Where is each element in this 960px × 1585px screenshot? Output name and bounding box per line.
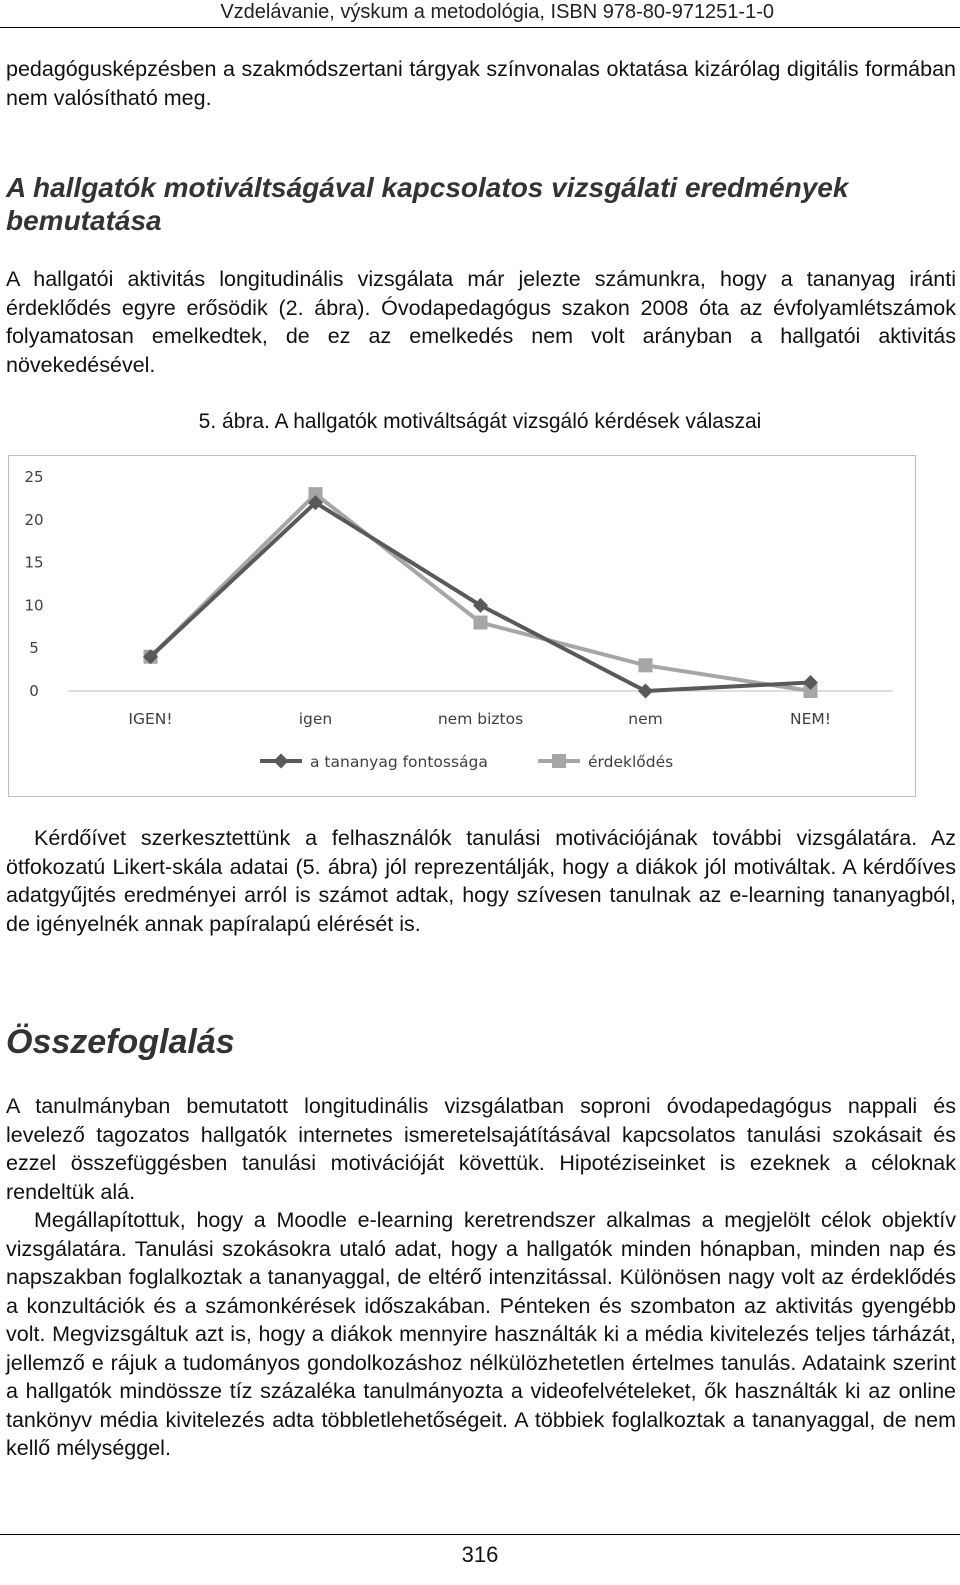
- x-tick-label: IGEN!: [128, 710, 173, 728]
- x-tick-label: igen: [298, 710, 333, 728]
- legend-label: érdeklődés: [588, 753, 674, 771]
- chart-legend: [260, 753, 673, 771]
- y-tick-label: 15: [24, 553, 44, 572]
- section-heading: A hallgatók motiváltságával kapcsolatos vizsgálati eredmények bemutatása: [6, 172, 849, 236]
- y-tick-label: 20: [24, 510, 44, 529]
- summary-paragraph-2: Megállapítottuk, hogy a Moodle e-learning keretrendszer alkalmas a megjelölt célok objektív vizsgálatára. Tanulási szokásokra utaló adat, hogy a hallgatók minden hónapban, minden nap és napszakban foglalkoztak a tananyaggal, de eltérő intenzitással. Különösen nagy volt az érdeklődés a konzultációk és a számonkérések időszakában. Pénteken és szombaton az aktivitás gyengébb volt. Megvizsgáltuk azt is, hogy a diákok mennyire használták ki a média kivitelezés teljes tárházát, jellemző e rájuk a tudományos gondolkozáshoz nélkülözhetetlen értelmes tanulás. Adataink szerint a hallgatók mindössze tíz százaléka tanulmányozta a videofelvételeket, ők használták ki az online tankönyv média kivitelezés adta többletlehetőségeit. A többiek foglalkoztak a tananyaggal, de nem kellő mélységgel.: [6, 1208, 956, 1460]
- body-paragraph-2: Kérdőívet szerkesztettünk a felhasználók tanulási motivációjának további vizsgálatára. Az ötfokozatú Likert-skála adatai (5. ábra) jól reprezentálják, hogy a diákok jól motiváltak. A kérdőíves adatgyűjtés eredményei arról is számot adtak, hogy szívesen tanulnak az e-learning tananyagból, de igényelnék annak papíralapú elérését is.: [6, 826, 956, 936]
- body-paragraph-1: A hallgatói aktivitás longitudinális vizsgálata már jelezte számunkra, hogy a tananyag iránti érdeklődés egyre erősödik (2. ábra). Óvodapedagógus szakon 2008 óta az évfolyamlétszámok folyamatosan emelkedtek, de ez az emelkedés nem volt arányban a hallgatói aktivitás növekedésével.: [6, 267, 956, 377]
- footer-divider: [0, 1534, 960, 1535]
- chart-canvas: [8, 455, 916, 797]
- x-tick-label: NEM!: [790, 710, 831, 728]
- header-divider: [0, 27, 960, 28]
- y-tick-label: 25: [24, 468, 44, 486]
- summary-heading: Összefoglalás: [6, 1023, 235, 1061]
- x-tick-label: nem: [628, 710, 663, 728]
- y-tick-label: 5: [29, 639, 39, 658]
- x-tick-label: nem biztos: [437, 710, 524, 728]
- y-tick-label: 0: [29, 682, 39, 700]
- y-tick-label: 10: [24, 596, 44, 615]
- summary-paragraph-1: A tanulmányban bemutatott longitudinális vizsgálatban soproni óvodapedagógus nappali és levelező tagozatos hallgatók internetes ismeretelsajátításával kapcsolatos tanulási szokásait és ezzel összefüggésben tanulási motivációját követtük. Hipotéziseinket is ezeknek a céloknak rendeltük alá.: [6, 1094, 956, 1204]
- figure-caption: 5. ábra. A hallgatók motiváltságát vizsgáló kérdések válaszai: [198, 410, 762, 433]
- legend-marker: [552, 754, 566, 768]
- running-header: Vzdelávanie, výskum a metodológia, ISBN 978-80-971251-1-0: [220, 1, 774, 23]
- legend-label: a tananyag fontossága: [310, 753, 488, 771]
- line-chart: [8, 455, 916, 797]
- data-point: [474, 616, 488, 630]
- chart-border: [9, 456, 916, 797]
- page-number: 316: [461, 1542, 499, 1567]
- data-point: [639, 658, 653, 672]
- intro-paragraph: pedagógusképzésben a szakmódszertani tárgyak színvonalas oktatása kizárólag digitális formában nem valósítható meg.: [6, 57, 956, 110]
